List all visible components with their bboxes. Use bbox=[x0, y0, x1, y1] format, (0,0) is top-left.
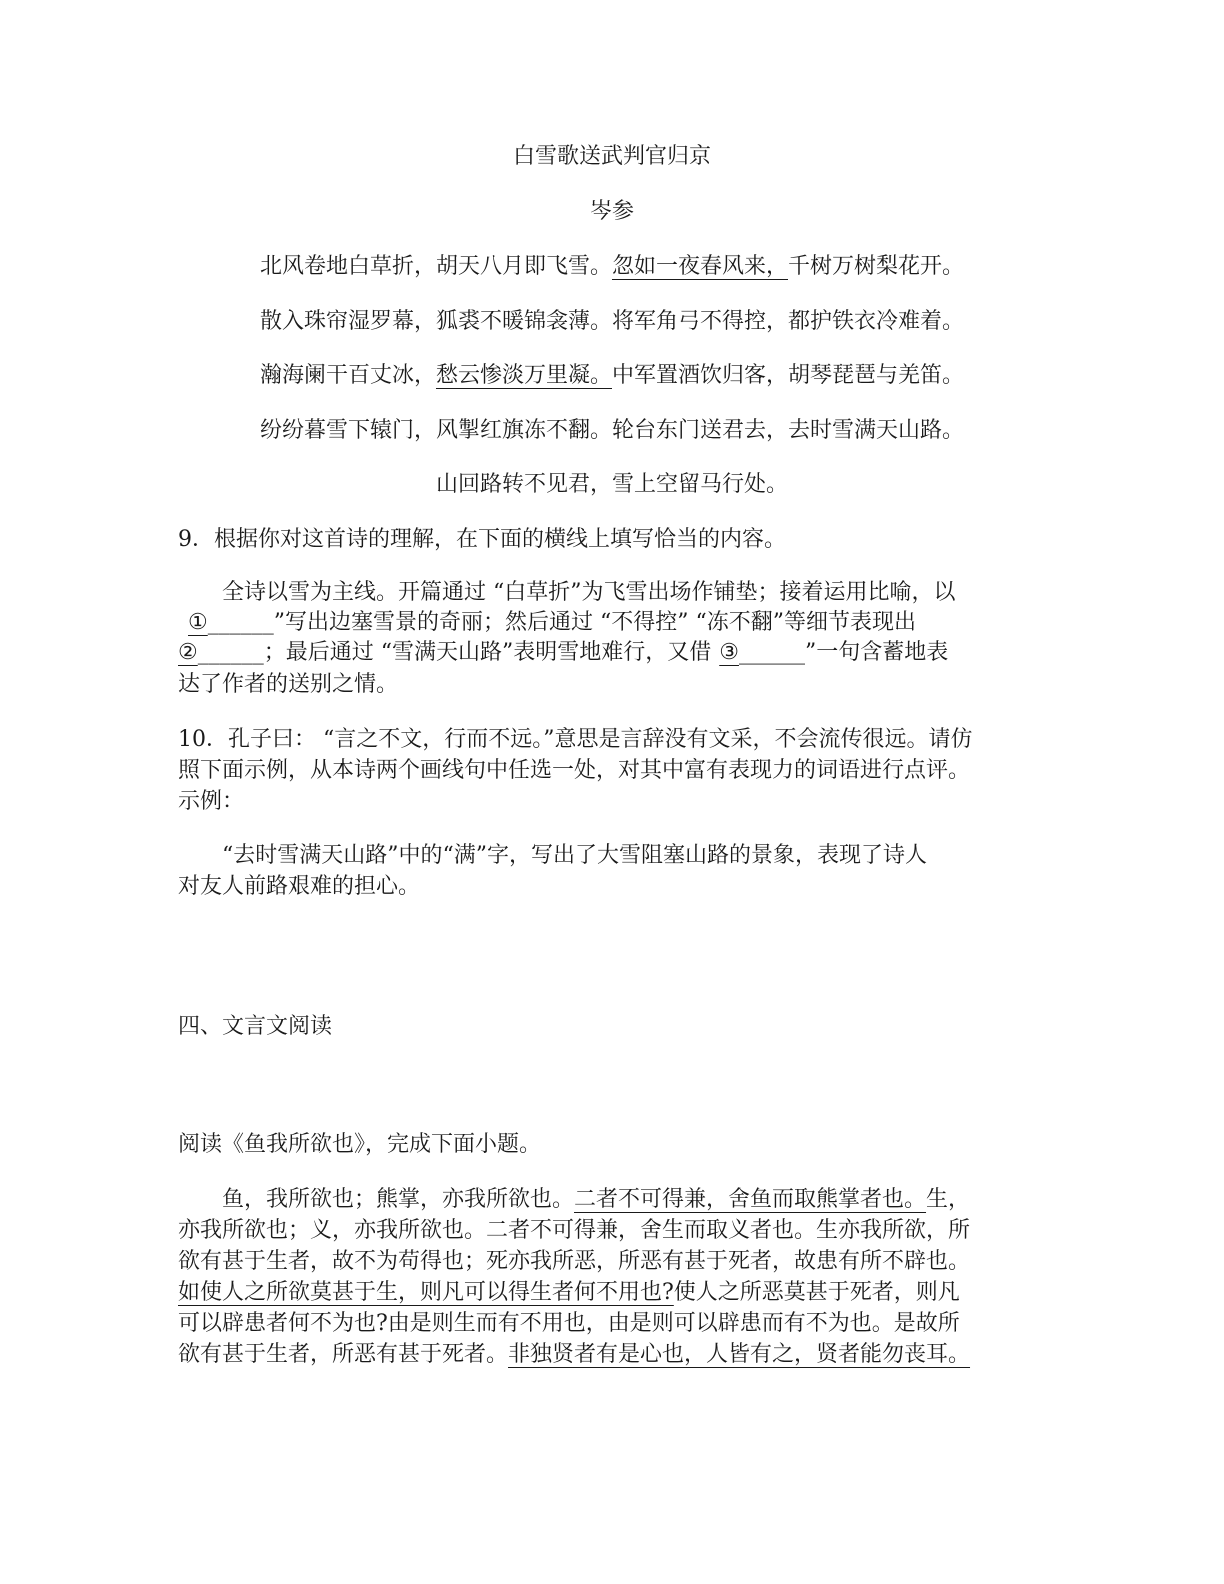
poem-line-1-end: 千树万树梨花开。 bbox=[788, 254, 965, 279]
passage-line-1 bbox=[222, 1185, 970, 1215]
blank-marker-2: ② bbox=[178, 640, 198, 665]
question-9-stem: 9．根据你对这首诗的理解，在下面的横线上填写恰当的内容。 bbox=[178, 527, 786, 552]
poem-author: 岑参 bbox=[589, 199, 634, 224]
underlined-sentence-1: 忽如一夜春风来， bbox=[611, 254, 788, 279]
poem-line-5: 山回路转不见君，雪上空留马行处。 bbox=[435, 472, 788, 497]
underlined-passage-3: 非独贤者有是心也，人皆有之，贤者能勿丧耳。 bbox=[508, 1342, 971, 1367]
question-10-line-1: 10．孔子曰： “言之不文，行而不远。”意思是言辞没有文采，不会流传很远。请仿 bbox=[178, 727, 973, 752]
poem-title: 白雪歌送武判官归京 bbox=[512, 144, 711, 169]
poem-line-3-start: 瀚海阑干百丈冰， bbox=[259, 363, 436, 388]
poem-line-3-end: 中军置酒饮归客，胡琴琵琶与羌笛。 bbox=[612, 363, 965, 388]
question-9-line-1: 全诗以雪为主线。开篇通过 “白草折”为飞雪出场作铺垫；接着运用比喻，以 bbox=[222, 580, 956, 605]
poem-line-2: 散入珠帘湿罗幕，狐裘不暖锦衾薄。将军角弓不得控，都护铁衣冷难着。 bbox=[259, 309, 964, 334]
underlined-sentence-2: 愁云惨淡万里凝。 bbox=[435, 363, 612, 388]
question-9-line-4: 达了作者的送别之情。 bbox=[178, 672, 399, 697]
poem-line-3 bbox=[0, 361, 1224, 391]
passage-line-1-end: 生， bbox=[926, 1187, 971, 1212]
section-4-intro: 阅读《鱼我所欲也》，完成下面小题。 bbox=[178, 1132, 542, 1157]
underlined-passage-2: 如使人之所欲莫甚于生，则凡可以得生者何不用也? bbox=[178, 1280, 674, 1305]
passage-line-6 bbox=[178, 1340, 970, 1370]
passage-line-5: 可以辟患者何不为也?由是则生而有不用也，由是则可以辟患而有不为也。是故所 bbox=[178, 1311, 960, 1336]
blank-marker-1: ① bbox=[188, 610, 208, 635]
question-9-line-2-text: ______”写出边塞雪景的奇丽；然后通过 “不得控” “冻不翻”等细节表现出 bbox=[207, 610, 916, 635]
poem-line-1-start: 北风卷地白草折，胡天八月即飞雪。 bbox=[259, 254, 612, 279]
question-10-line-3: 示例： bbox=[178, 789, 245, 814]
poem-line-1 bbox=[0, 252, 1224, 282]
question-9-line-3-end: ______”一句含蓄地表 bbox=[738, 640, 949, 665]
example-line-1: “去时雪满天山路”中的“满”字，写出了大雪阻塞山路的景象，表现了诗人 bbox=[222, 843, 927, 868]
passage-line-6-start: 欲有甚于生者，所恶有甚于死者。 bbox=[178, 1342, 509, 1367]
question-9-line-3-text: ______；最后通过 “雪满天山路”表明雪地难行，又借 bbox=[197, 640, 712, 665]
section-4-heading: 四、文言文阅读 bbox=[178, 1014, 333, 1039]
poem-line-4: 纷纷暮雪下辕门，风掣红旗冻不翻。轮台东门送君去，去时雪满天山路。 bbox=[259, 418, 964, 443]
question-9-line-2 bbox=[188, 608, 916, 638]
passage-line-4-end: 使人之所恶莫甚于死者，则凡 bbox=[673, 1280, 960, 1305]
example-line-2: 对友人前路艰难的担心。 bbox=[178, 874, 421, 899]
passage-line-3: 欲有甚于生者，故不为苟得也；死亦我所恶，所恶有甚于死者，故患有所不辟也。 bbox=[178, 1249, 971, 1274]
passage-line-1-start: 鱼，我所欲也；熊掌，亦我所欲也。 bbox=[222, 1187, 575, 1212]
question-10-line-2: 照下面示例，从本诗两个画线句中任选一处，对其中富有表现力的词语进行点评。 bbox=[178, 758, 971, 783]
passage-line-2: 亦我所欲也；义，亦我所欲也。二者不可得兼，舍生而取义者也。生亦我所欲，所 bbox=[178, 1218, 971, 1243]
blank-marker-3: ③ bbox=[719, 640, 739, 665]
question-9-line-3 bbox=[178, 638, 948, 668]
passage-line-4 bbox=[178, 1278, 960, 1308]
underlined-passage-1: 二者不可得兼，舍鱼而取熊掌者也。 bbox=[574, 1187, 927, 1212]
